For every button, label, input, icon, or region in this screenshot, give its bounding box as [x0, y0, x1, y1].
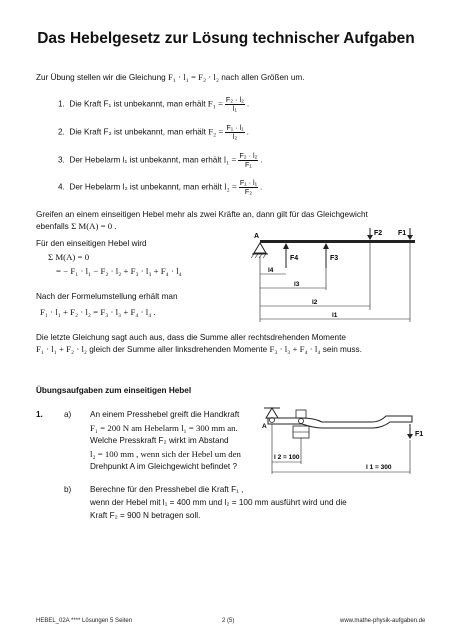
exercise-1a-line1: An einem Presshebel greift die Handkraft [90, 410, 240, 419]
case-number: 2. [58, 127, 65, 137]
exercise-1a-line4: l₂ = 100 mm , wenn sich der Hebel um den [90, 449, 241, 459]
press-pivot-label: A [262, 423, 267, 430]
intro-line [36, 72, 305, 83]
case-lhs: l₁ = [223, 154, 237, 165]
pivot-label-a: A [254, 233, 260, 240]
footer-left: HEBEL_02A **** Lösungen 5 Seiten [36, 618, 133, 624]
force-label-f2: F2 [374, 230, 383, 237]
multi-force-line2: ebenfalls Σ M(A) = 0 . [36, 221, 117, 231]
force-label-f1: F1 [398, 230, 407, 237]
press-dim-label-l2: l 2 = 100 [274, 454, 300, 461]
one-sided-eq2: = − F₁ · l₁ − F₂ · l₂ + F₃ · l₃ + F₄ · l₄ [56, 266, 182, 276]
exercises-heading: Übungsaufgaben zum einseitigen Hebel [36, 386, 192, 395]
page-title: Das Hebelgesetz zur Lösung technischer Aufgaben [37, 30, 415, 47]
press-dim-label-l1: l 1 = 300 [366, 464, 392, 471]
intro-text-after: nach allen Größen um. [221, 73, 305, 82]
case-number: 3. [58, 155, 65, 165]
moment-sum-equation: Σ M(A) = 0 . [71, 221, 117, 231]
exercise-1b-label: b) [64, 485, 72, 494]
exercise-1a-line5: Drehpunkt A im Gleichgewicht befindet ? [90, 462, 238, 471]
pivot-support [254, 243, 266, 253]
press-force-label-f1: F1 [415, 431, 424, 438]
case-1: 1. Die Kraft F₁ ist unbekannt, man erhält F₁ = $\frac{\text{F₂ · l₂}}{\text{l₁}}$ . [58, 95, 250, 113]
dim-label-l2: l2 [312, 299, 318, 306]
lever-beam [260, 240, 415, 243]
case-text: Der Hebelarm l₁ ist unbekannt, man erhält [69, 155, 222, 165]
footer-page: 2 (5) [222, 618, 235, 624]
press-lever-body [268, 416, 412, 428]
case-lhs: l₂ = [224, 181, 237, 192]
exercise-1a-line3: Welche Presskraft F₂ wirkt im Abstand [90, 436, 229, 445]
after-transform-text: Nach der Formelumstellung erhält man [36, 292, 178, 301]
one-sided-heading: Für den einseitigen Hebel wird [36, 239, 147, 248]
press-lever-diagram [262, 406, 424, 478]
case-text: Die Kraft F₁ ist unbekannt, man erhält [69, 99, 206, 109]
case-3: 3. Der Hebelarm l₁ ist unbekannt, man erhält l₁ = $\frac{\text{F₂ · l₂}}{\text{F₁}}$ . [58, 151, 263, 169]
case-number: 1. [58, 99, 65, 109]
dim-label-l4: l4 [268, 267, 274, 274]
exercise-1a-label: a) [64, 410, 72, 419]
intro-equation: F₁ · l₁ = F₂ · l₂ [167, 72, 219, 82]
one-sided-eq1: Σ M(A) = 0 [48, 252, 90, 262]
intro-text-before: Zur Übung stellen wir die Gleichung [36, 73, 166, 82]
case-fraction: $\frac{\text{F₂ · l₂}}{\text{l₁}}$ [225, 95, 244, 113]
lever-diagram-1 [250, 226, 420, 326]
exercise-1b-line1: Berechne für den Presshebel die Kraft F₁ , [90, 485, 244, 494]
dim-label-l1: l1 [332, 312, 338, 319]
exercise-1b-line2: wenn der Hebel mit l₁ = 400 mm und l₂ = 100 mm ausführt wird und die [90, 498, 347, 507]
footer-right: www.mathe-physik-aufgaben.de [340, 618, 426, 624]
exercise-1-number: 1. [36, 410, 43, 419]
case-lhs: F₁ = [207, 98, 223, 109]
case-number: 4. [58, 182, 65, 192]
case-fraction: $\frac{\text{F₁ · l₁}}{\text{F₂}}$ [239, 178, 258, 196]
case-4: 4. Der Hebelarm l₂ ist unbekannt, man erhält l₂ = $\frac{\text{F₁ · l₁}}{\text{F₂}}$ . [58, 178, 263, 196]
case-text: Der Hebelarm l₂ ist unbekannt, man erhält [69, 182, 222, 192]
conclusion-line1: Die letzte Gleichung sagt auch aus, dass die Summe aller rechtsdrehenden Momente [36, 333, 346, 342]
case-2: 2. Die Kraft F₂ ist unbekannt, man erhält F₂ = $\frac{\text{F₁ · l₁}}{\text{l₂}}$ . [58, 123, 249, 141]
force-label-f3: F3 [330, 255, 339, 262]
dim-label-l3: l3 [294, 281, 300, 288]
case-fraction: $\frac{\text{F₁ · l₁}}{\text{l₂}}$ [226, 123, 244, 141]
exercise-1b-line3: Kraft F₂ = 900 N betragen soll. [90, 511, 201, 520]
exercise-1a-line2: F₁ = 200 N am Hebelarm l₁ = 300 mm an. [90, 423, 238, 433]
one-sided-eq3: F₁ · l₁ + F₂ · l₂ = F₃ · l₃ + F₄ · l₄ . [40, 307, 156, 317]
conclusion-line2: F₁ · l₁ + F₂ · l₂ gleich der Summe aller linksdrehenden Momente F₃ · l₃ + F₄ · l₄ sein muss. [36, 344, 362, 354]
case-fraction: $\frac{\text{F₂ · l₂}}{\text{F₁}}$ [239, 151, 258, 169]
press-pivot-support [266, 408, 278, 418]
case-text: Die Kraft F₂ ist unbekannt, man erhält [69, 127, 206, 137]
case-lhs: F₂ = [208, 126, 224, 137]
force-label-f4: F4 [290, 255, 299, 262]
multi-force-line1: Greifen an einem einseitigen Hebel mehr als zwei Kräfte an, dann gilt für das Gleichgewicht [36, 210, 368, 219]
